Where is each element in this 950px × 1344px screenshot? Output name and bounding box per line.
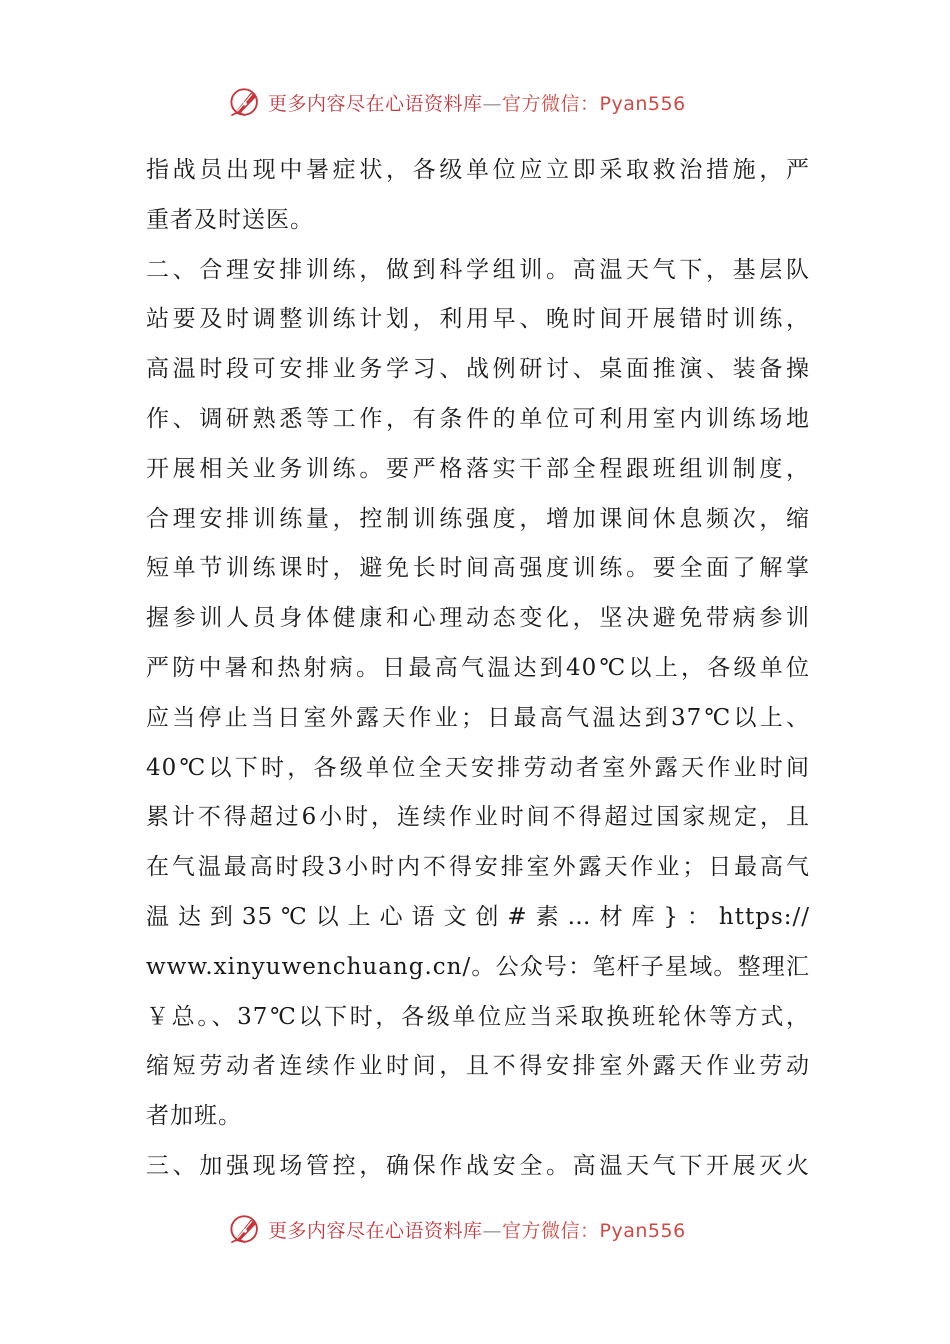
header-banner	[228, 82, 728, 122]
body-line: 站要及时调整训练计划，利用早、晚时间开展错时训练，	[146, 306, 810, 333]
body-line: 三、加强现场管控，确保作战安全。高温天气下开展灭火	[146, 1152, 810, 1179]
body-line: 重者及时送医。	[146, 206, 314, 233]
body-line: 高温时段可安排业务学习、战例研讨、桌面推演、装备操	[146, 356, 810, 383]
header-wechat: 官方微信：Pyan556	[502, 92, 686, 115]
pen-nib-logo-icon	[228, 85, 262, 119]
header-brand	[268, 89, 686, 116]
body-line: 二、合理安排训练，做到科学组训。高温天气下，基层队	[146, 256, 810, 283]
footer-brand-text: 更多内容尽在心语资料库	[268, 1219, 483, 1242]
body-line: 握参训人员身体健康和心理动态变化，坚决避免带病参训	[146, 605, 810, 632]
body-line: 开展相关业务训练。要严格落实干部全程跟班组训制度，	[146, 455, 810, 482]
body-line: 者加班。	[146, 1103, 242, 1130]
body-line: 指战员出现中暑症状，各级单位应立即采取救治措施，严	[146, 157, 810, 183]
body-line: 作、调研熟悉等工作，有条件的单位可利用室内训练场地	[146, 405, 810, 432]
body-line: 累计不得超过6小时，连续作业时间不得超过国家规定，且	[146, 804, 810, 831]
header-brand-text: 更多内容尽在心语资料库	[268, 92, 483, 115]
footer-wechat: 官方微信：Pyan556	[502, 1219, 686, 1242]
body-line: www.xinyuwenchuang.cn/。公众号：笔杆子星域。整理汇	[146, 953, 810, 980]
footer-brand	[268, 1216, 686, 1243]
pen-nib-logo-icon	[228, 1212, 262, 1246]
body-line: 缩短劳动者连续作业时间，且不得安排室外露天作业劳动	[146, 1053, 810, 1080]
body-line: 严防中暑和热射病。日最高气温达到40℃以上，各级单位	[146, 654, 810, 681]
body-line: ￥总。、37℃以下时，各级单位应当采取换班轮休等方式，	[146, 1003, 810, 1030]
body-line: 应当停止当日室外露天作业；日最高气温达到37℃以上、	[146, 704, 810, 731]
footer-banner	[228, 1209, 728, 1249]
footer-separator: —	[482, 1219, 503, 1242]
body-line: 短单节训练课时，避免长时间高强度训练。要全面了解掌	[146, 555, 810, 582]
body-line: 合理安排训练量，控制训练强度，增加课间休息频次，缩	[146, 505, 810, 532]
header-separator: —	[482, 92, 503, 115]
body-line: 40℃以下时，各级单位全天安排劳动者室外露天作业时间	[146, 754, 810, 781]
document-body	[146, 146, 810, 1192]
body-line: 温达到35℃以上心语文创#素…材库}：https://	[146, 903, 810, 930]
body-line: 在气温最高时段3小时内不得安排室外露天作业；日最高气	[146, 854, 810, 881]
